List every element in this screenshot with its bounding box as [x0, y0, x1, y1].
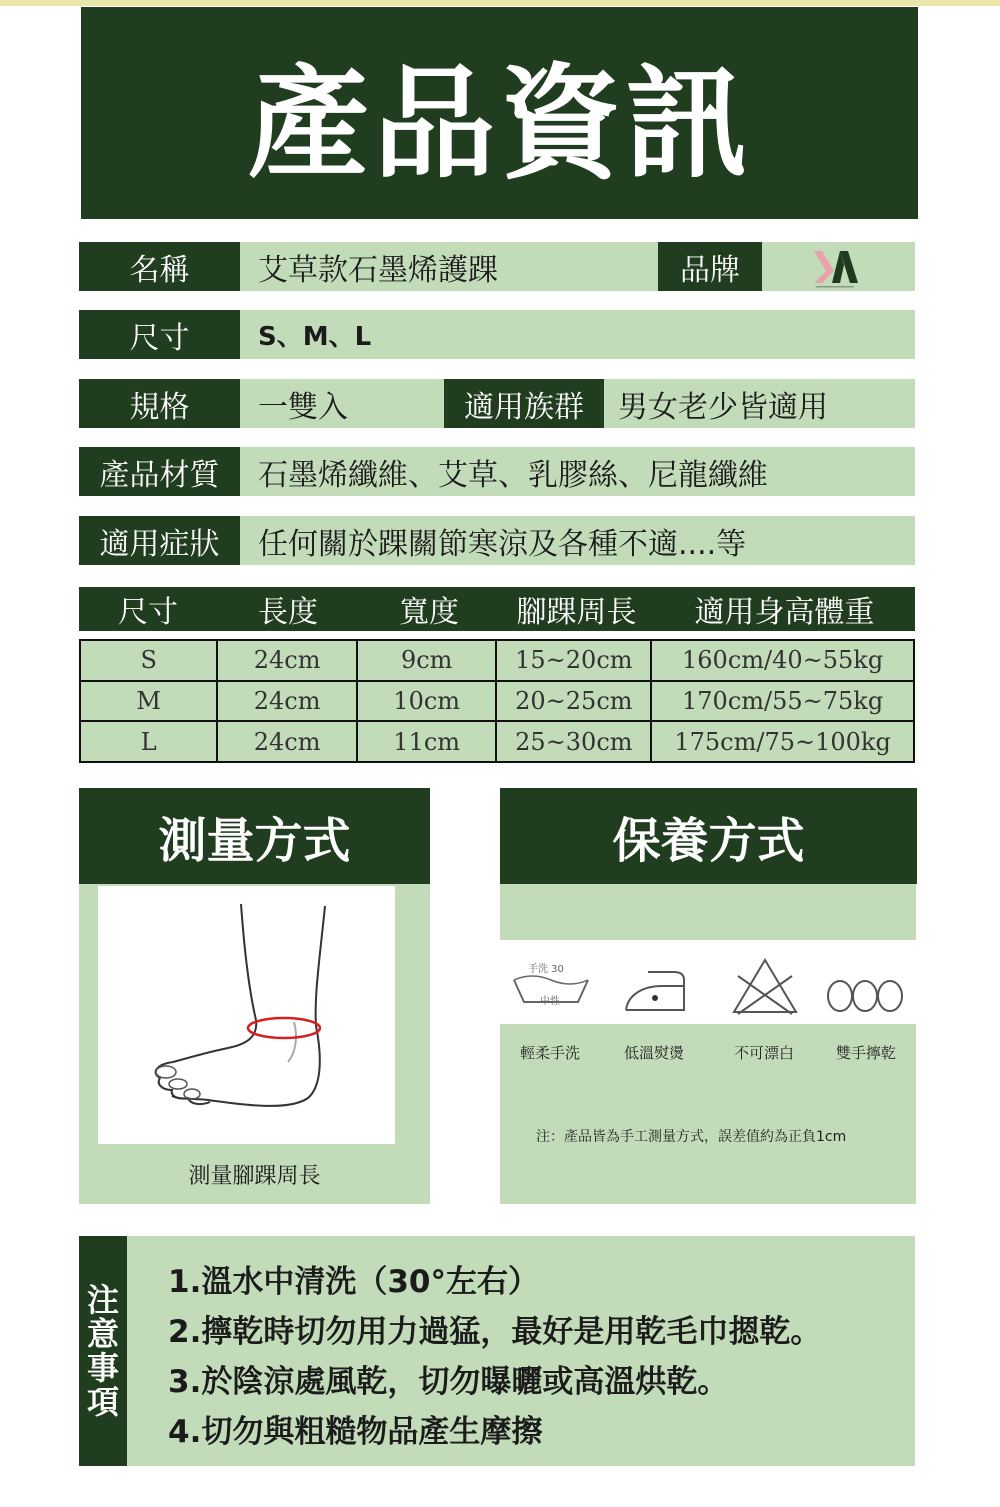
- notes-side-char: 意: [86, 1315, 119, 1353]
- notes-line-1: 1.溫水中清洗（30°左右）: [168, 1264, 539, 1300]
- size-table: [79, 639, 915, 763]
- table-cell: L: [80, 721, 217, 762]
- size-table-header: [79, 587, 915, 631]
- material-label: 產品材質: [79, 447, 240, 496]
- notes-side-char: 注: [86, 1281, 119, 1319]
- page-title: 產品資訊: [247, 52, 752, 195]
- table-cell: 160cm/40~55kg: [651, 640, 914, 681]
- size-label: 尺寸: [79, 310, 240, 359]
- care-item-wring-dry: 雙手擰乾: [836, 1044, 897, 1062]
- size-table-header-width: 寬度: [399, 595, 459, 630]
- table-cell: 170cm/55~75kg: [651, 681, 914, 722]
- notes-side-char: 事: [86, 1349, 119, 1387]
- size-table-header-fit: 適用身高體重: [694, 595, 875, 630]
- table-cell: 24cm: [217, 640, 357, 681]
- table-cell: 24cm: [217, 681, 357, 722]
- measure-title: 測量方式: [79, 788, 430, 884]
- notes-side-label: [79, 1236, 127, 1466]
- group-label: 適用族群: [444, 379, 604, 428]
- size-value: S、M、L: [258, 322, 372, 352]
- table-cell: 9cm: [357, 640, 497, 681]
- measure-caption: 測量腳踝周長: [188, 1163, 321, 1189]
- table-cell: 25~30cm: [496, 721, 651, 762]
- table-cell: 10cm: [357, 681, 497, 722]
- wash-icon-inner-text: 中性: [540, 996, 560, 1007]
- size-table-header-size: 尺寸: [118, 595, 178, 630]
- care-band-top: [500, 884, 916, 940]
- top-stripe: [0, 0, 1000, 6]
- name-label: 名稱: [79, 242, 240, 291]
- care-item-low-iron: 低溫熨燙: [624, 1044, 685, 1062]
- notes-line-4: 4.切勿與粗糙物品產生摩擦: [168, 1414, 543, 1450]
- group-value: 男女老少皆適用: [618, 389, 828, 425]
- name-value: 艾草款石墨烯護踝: [258, 252, 498, 288]
- wash-icon-top-text: 手洗 30: [528, 964, 564, 975]
- table-cell: S: [80, 640, 217, 681]
- size-table-header-length: 長度: [258, 595, 318, 630]
- no-bleach-icon: [730, 956, 800, 1020]
- symptom-value: 任何關於踝關節寒涼及各種不適....等: [258, 526, 747, 562]
- care-item-no-bleach: 不可漂白: [734, 1044, 795, 1062]
- care-item-hand-wash: 輕柔手洗: [520, 1044, 581, 1062]
- symptom-label: 適用症狀: [79, 516, 240, 565]
- wring-icon: [826, 978, 904, 1018]
- table-row: [80, 681, 914, 722]
- care-icons-strip: [500, 940, 916, 1024]
- table-cell: 24cm: [217, 721, 357, 762]
- spec-label: 規格: [79, 379, 240, 428]
- size-table-header-ankle: 腳踝周長: [516, 595, 637, 630]
- brand-logo-icon: [810, 247, 860, 289]
- table-cell: 20~25cm: [496, 681, 651, 722]
- table-cell: M: [80, 681, 217, 722]
- ankle-diagram: [98, 886, 395, 1144]
- iron-icon: [622, 970, 688, 1018]
- table-row: [80, 721, 914, 762]
- table-row: [80, 640, 914, 681]
- table-cell: 11cm: [357, 721, 497, 762]
- material-value: 石墨烯纖維、艾草、乳膠絲、尼龍纖維: [258, 457, 768, 493]
- spec-value: 一雙入: [258, 389, 348, 425]
- hero-banner: [81, 7, 918, 219]
- brand-label: 品牌: [658, 242, 762, 291]
- care-title: 保養方式: [500, 788, 917, 884]
- notes-line-3: 3.於陰涼處風乾，切勿曝曬或高溫烘乾。: [168, 1364, 729, 1400]
- notes-side-char: 項: [86, 1383, 119, 1421]
- table-cell: 175cm/75~100kg: [651, 721, 914, 762]
- notes-line-2: 2.擰乾時切勿用力過猛，最好是用乾毛巾摁乾。: [168, 1314, 822, 1350]
- care-note: 注：產品皆為手工測量方式，誤差值約為正負1cm: [536, 1129, 847, 1145]
- table-cell: 15~20cm: [496, 640, 651, 681]
